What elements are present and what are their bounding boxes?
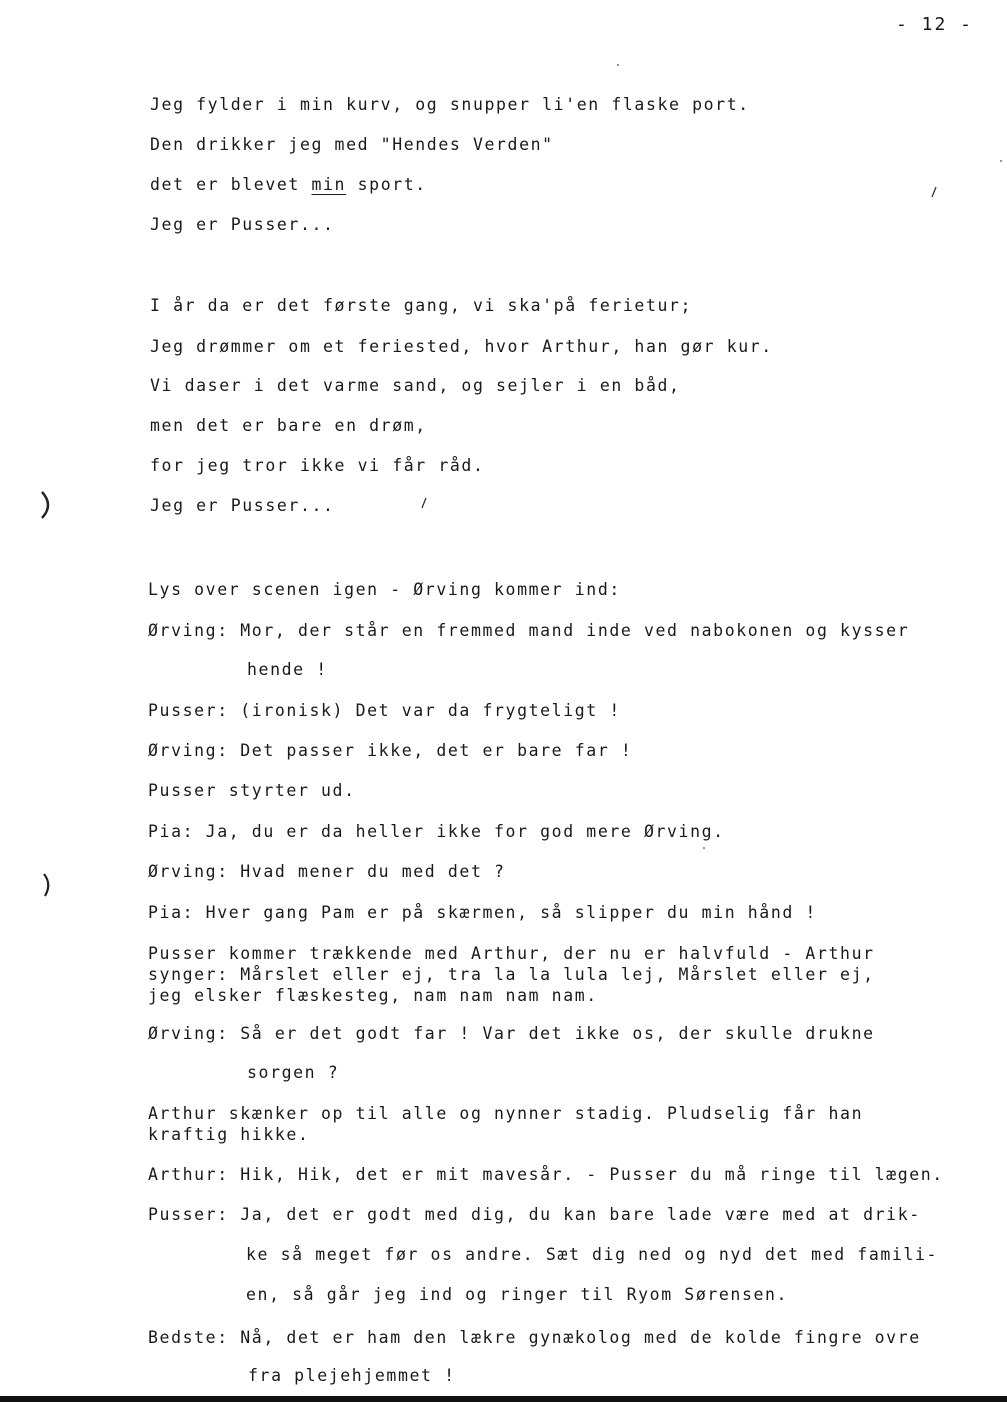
- verse-line: I år da er det første gang, vi ska'på ferietur;: [150, 296, 693, 315]
- dialogue-line: Pia: Hver gang Pam er på skærmen, så slipper du min hånd !: [148, 903, 817, 922]
- dialogue-line: Pusser: (ironisk) Det var da frygteligt !: [148, 701, 621, 720]
- verse-line: Jeg drømmer om et feriested, hvor Arthur, han gør kur.: [150, 337, 773, 356]
- stage-direction-block: Pusser kommer trækkende med Arthur, der nu er halvfuld - Arthur synger: Mårslet eller ej, tra la la lula lej, Mårslet eller ej, jeg elsker flæskesteg, nam nam nam nam.: [148, 944, 875, 1005]
- dialogue-line: Ørving: Mor, der står en fremmed mand inde ved nabokonen og kysser: [148, 621, 910, 640]
- binder-hole-mark: [36, 488, 60, 522]
- binder-hole-mark: [38, 870, 58, 900]
- verse-line: Vi daser i det varme sand, og sejler i en båd,: [150, 376, 681, 395]
- stage-direction: Lys over scenen igen - Ørving kommer ind:: [148, 580, 621, 599]
- stage-direction-block: Arthur skænker op til alle og nynner stadig. Pludselig får han kraftig hikke.: [148, 1104, 864, 1144]
- paper-speck: [703, 847, 705, 849]
- stage-direction: Pusser styrter ud.: [148, 781, 356, 800]
- dialogue-line: Ørving: Hvad mener du med det ?: [148, 862, 506, 881]
- verse-line: [150, 175, 427, 195]
- page-number: - 12 -: [896, 14, 974, 35]
- stray-mark: [930, 186, 938, 198]
- verse-line: Den drikker jeg med "Hendes Verden": [150, 135, 554, 154]
- paper-speck: [1000, 160, 1002, 162]
- verse-line: men det er bare en drøm,: [150, 416, 427, 435]
- dialogue-line: Pia: Ja, du er da heller ikke for god mere Ørving.: [148, 822, 725, 841]
- dialogue-continuation: ke så meget før os andre. Sæt dig ned og nyd det med famili-: [246, 1245, 939, 1264]
- verse-refrain: Jeg er Pusser...: [150, 215, 335, 234]
- dialogue-line: Ørving: Så er det godt far ! Var det ikke os, der skulle drukne: [148, 1024, 875, 1043]
- dialogue-line: Bedste: Nå, det er ham den lækre gynækolog med de kolde fingre ovre: [148, 1328, 921, 1347]
- stray-mark: [420, 497, 428, 509]
- dialogue-line: Arthur: Hik, Hik, det er mit mavesår. - Pusser du må ringe til lægen.: [148, 1165, 944, 1184]
- dialogue-continuation: sorgen ?: [247, 1063, 340, 1082]
- underlined-word: min: [311, 175, 347, 194]
- verse-line: for jeg tror ikke vi får råd.: [150, 456, 485, 475]
- dialogue-line: Ørving: Det passer ikke, det er bare far !: [148, 741, 633, 760]
- verse-line: Jeg fylder i min kurv, og snupper li'en flaske port.: [150, 95, 750, 114]
- dialogue-line: Pusser: Ja, det er godt med dig, du kan bare lade være med at drik-: [148, 1205, 921, 1224]
- scan-bottom-edge: [0, 1396, 1007, 1402]
- verse-refrain: Jeg er Pusser...: [150, 496, 335, 515]
- dialogue-continuation: hende !: [247, 660, 328, 679]
- verse-text: sport.: [346, 175, 427, 194]
- paper-speck: [617, 64, 619, 66]
- verse-text: det er blevet: [150, 175, 312, 194]
- dialogue-continuation: fra plejehjemmet !: [248, 1366, 456, 1385]
- dialogue-continuation: en, så går jeg ind og ringer til Ryom Sørensen.: [246, 1285, 789, 1304]
